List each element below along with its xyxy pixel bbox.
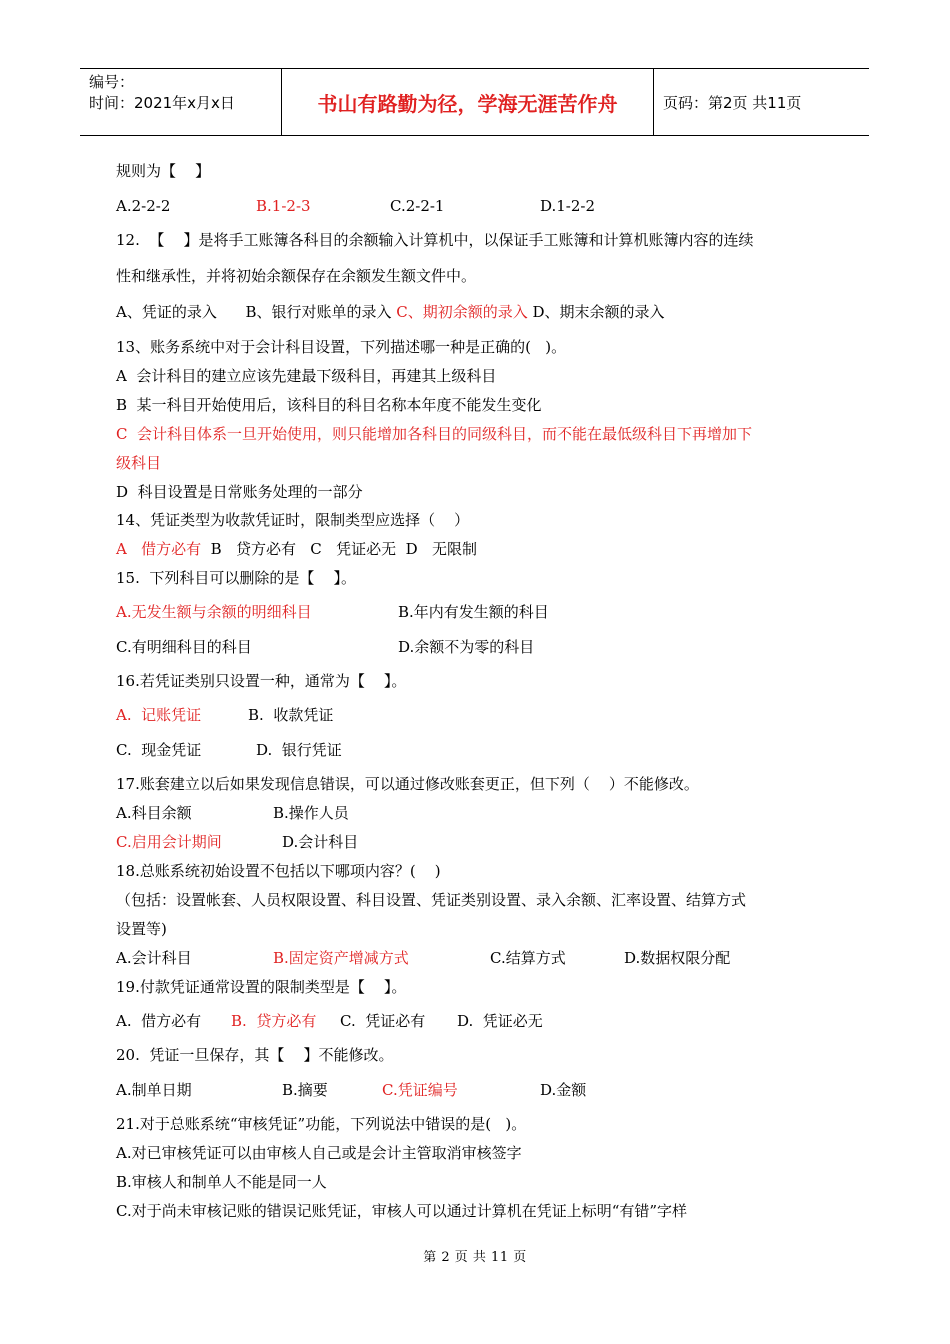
- q13-option-c-line-2: 级科目: [116, 454, 162, 472]
- q20-option-b: B.摘要: [282, 1081, 328, 1099]
- q11-option-d: D.1-2-2: [540, 197, 596, 215]
- q13-option-d: D 科目设置是日常账务处理的一部分: [116, 483, 363, 501]
- q16-option-b: B. 收款凭证: [248, 706, 334, 724]
- q21-option-c: C.对于尚未审核记账的错误记账凭证，审核人可以通过计算机在凭证上标明“有错”字样: [116, 1202, 688, 1220]
- question-18-stem: 18.总账系统初始设置不包括以下哪项内容？( ): [116, 862, 441, 880]
- q15-option-a: A.无发生额与余额的明细科目: [116, 603, 312, 621]
- q13-option-b: B 某一科目开始使用后，该科目的科目名称本年度不能发生变化: [116, 396, 542, 414]
- q13-option-c-line-1: C 会计科目体系一旦开始使用，则只能增加各科目的同级科目，而不能在最低级科目下再增加下: [116, 425, 753, 443]
- q17-option-d: D.会计科目: [282, 833, 359, 851]
- q20-option-d: D.金额: [540, 1081, 587, 1099]
- q20-option-c: C.凭证编号: [382, 1081, 458, 1099]
- q19-option-d: D. 凭证必无: [457, 1012, 543, 1030]
- q11-option-a: A.2-2-2: [116, 197, 171, 215]
- q12-options-ab: A、凭证的录入 B、银行对账单的录入: [116, 303, 397, 321]
- question-12-options: [116, 302, 665, 322]
- q15-option-c: C.有明细科目的科目: [116, 638, 252, 656]
- question-14-options: [116, 539, 477, 559]
- q21-option-b: B.审核人和制单人不能是同一人: [116, 1173, 327, 1191]
- header-code: 编号：: [89, 73, 135, 91]
- q14-options-bcd: B 贷方必有 C 凭证必无 D 无限制: [201, 540, 477, 558]
- q12-option-d: D、期末余额的录入: [527, 303, 665, 321]
- q11-option-b: B.1-2-3: [256, 197, 311, 215]
- header-date: 时间：2021年x月x日: [89, 94, 235, 112]
- q18-option-c: C.结算方式: [490, 949, 566, 967]
- q17-option-c: C.启用会计期间: [116, 833, 222, 851]
- q21-option-a: A.对已审核凭证可以由审核人自己或是会计主管取消审核签字: [116, 1144, 522, 1162]
- page-footer: 第 2 页 共 11 页: [423, 1250, 527, 1265]
- q15-option-b: B.年内有发生额的科目: [398, 603, 549, 621]
- question-13-stem: 13、账务系统中对于会计科目设置，下列描述哪一种是正确的( )。: [116, 338, 567, 356]
- header-page-number: 页码：第2页 共11页: [663, 93, 802, 112]
- q17-option-b: B.操作人员: [273, 804, 349, 822]
- q18-option-b: B.固定资产增减方式: [273, 949, 409, 967]
- header-meta: [80, 69, 282, 135]
- question-17-stem: 17.账套建立以后如果发现信息错误，可以通过修改账套更正，但下列（ ）不能修改。: [116, 775, 699, 793]
- q20-option-a: A.制单日期: [116, 1081, 192, 1099]
- q19-option-a: A. 借方必有: [116, 1012, 202, 1030]
- q18-note-line-2: 设置等): [116, 920, 167, 938]
- q14-option-a: A 借方必有: [116, 540, 202, 558]
- question-12-stem-1: 12. 【 】是将手工账簿各科目的余额输入计算机中，以保证手工账簿和计算机账簿内容的连续: [116, 231, 754, 249]
- q16-option-a: A. 记账凭证: [116, 706, 202, 724]
- question-21-stem: 21.对于总账系统“审核凭证”功能，下列说法中错误的是( )。: [116, 1115, 527, 1133]
- q17-option-a: A.科目余额: [116, 804, 192, 822]
- question-15-stem: 15. 下列科目可以删除的是【 】。: [116, 569, 356, 587]
- q18-note-line-1: （包括：设置帐套、人员权限设置、科目设置、凭证类别设置、录入余额、汇率设置、结算方式: [116, 891, 747, 909]
- q13-option-a: A 会计科目的建立应该先建最下级科目，再建其上级科目: [116, 367, 497, 385]
- q16-option-d: D. 银行凭证: [256, 741, 342, 759]
- q19-option-b: B. 贷方必有: [231, 1012, 317, 1030]
- q11-option-c: C.2-2-1: [390, 197, 445, 215]
- q12-option-c: C、期初余额的录入: [396, 303, 528, 321]
- q18-option-a: A.会计科目: [116, 949, 192, 967]
- q18-option-d: D.数据权限分配: [624, 949, 731, 967]
- question-11-stem: 规则为【 】: [116, 162, 211, 180]
- q15-option-d: D.余额不为零的科目: [398, 638, 535, 656]
- q16-option-c: C. 现金凭证: [116, 741, 202, 759]
- q19-option-c: C. 凭证必有: [340, 1012, 426, 1030]
- question-12-stem-2: 性和继承性，并将初始余额保存在余额发生额文件中。: [116, 267, 477, 285]
- question-16-stem: 16.若凭证类别只设置一种，通常为【 】。: [116, 672, 407, 690]
- question-20-stem: 20. 凭证一旦保存，其【 】不能修改。: [116, 1046, 394, 1064]
- question-14-stem: 14、凭证类型为收款凭证时，限制类型应选择（ ）: [116, 511, 470, 529]
- question-19-stem: 19.付款凭证通常设置的限制类型是【 】。: [116, 978, 407, 996]
- header-motto: 书山有路勤为径，学海无涯苦作舟: [282, 69, 654, 135]
- document-header: [80, 68, 869, 136]
